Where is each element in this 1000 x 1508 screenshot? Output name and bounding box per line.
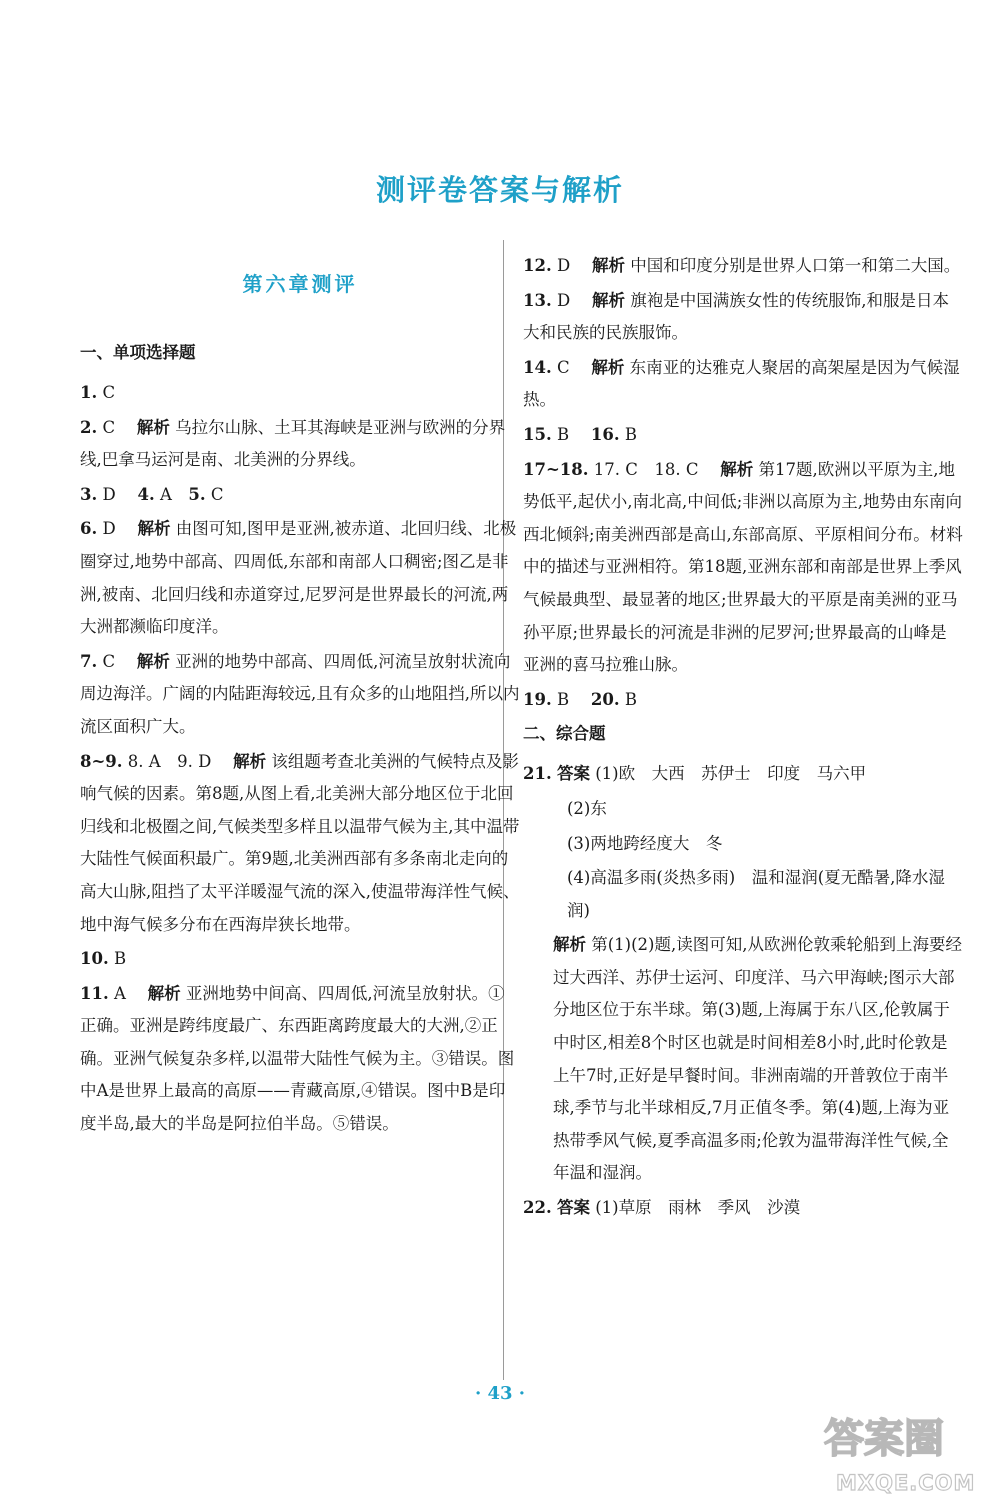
left-answer-list — [80, 377, 520, 1141]
answer-item — [80, 646, 520, 744]
explanation-text: 该组题考查北美洲的气候特点及影响气候的因素。第8题,从图上看,北美洲大部分地区位于北回归线和北极圈之间,气候类型多样且以温带气候为主,其中温带大陆性气候面积最广。第9题,北美洲西部有多条南北走向的高大山脉,阻挡了太平洋暖湿气流的深入,使温带海洋性气候、地中海气候多分布在西海岸狭长地带。 — [80, 751, 520, 934]
answer-choice: A — [159, 484, 172, 504]
answer-item-21 — [523, 758, 963, 791]
answer-line-21-2: (2)东 — [567, 798, 607, 818]
answer-number: 4. — [137, 484, 155, 504]
answer-item — [523, 454, 963, 682]
answer-choice: C — [102, 383, 116, 402]
answer-line-21-3: (3)两地跨经度大 冬 — [567, 833, 723, 853]
page-number: · 43 · — [474, 1383, 526, 1404]
explanation-21 — [523, 929, 963, 1190]
answer-number: 5. — [188, 484, 206, 504]
answer-number: 15. — [523, 424, 552, 444]
explanation-text: 亚洲的地势中部高、四周低,河流呈放射状流向周边海洋。广阔的内陆距海较远,且有众多的山地阻挡,所以内流区面积广大。 — [80, 651, 520, 736]
answer-choice: D — [102, 519, 116, 539]
answer-number: 17~18. — [523, 459, 589, 479]
explanation-text: 东南亚的达雅克人聚居的高架屋是因为气候湿热。 — [523, 357, 960, 410]
explanation-tag: 解析 — [591, 357, 625, 377]
answer-number: 12. — [523, 256, 552, 275]
explanation-tag: 解析 — [591, 290, 625, 310]
explanation-tag: 解析 — [233, 751, 267, 771]
answer-choice: C — [556, 357, 570, 377]
explanation-tag: 解析 — [137, 519, 171, 539]
answer-number: 16. — [590, 424, 620, 444]
explanation-tag: 解析 — [147, 983, 181, 1003]
answer-number: 13. — [523, 290, 552, 310]
answer-item — [523, 352, 963, 417]
answer-choice: A — [113, 983, 126, 1003]
answer-number: 11. — [80, 983, 109, 1003]
answer-choice: B — [556, 424, 570, 444]
explanation-tag: 解析 — [591, 256, 625, 275]
answer-number: 8~9. — [80, 751, 123, 771]
answer-number: 7. — [80, 651, 98, 671]
left-column — [80, 250, 520, 1143]
answer-choice: C — [210, 484, 224, 504]
answer-choice: D — [556, 256, 571, 275]
answer-item-22 — [523, 1192, 963, 1225]
chapter-title: 第六章测评 — [242, 272, 358, 296]
explanation-tag: 解析 — [720, 459, 754, 479]
explanation-text: 第(1)(2)题,读图可知,从欧洲伦敦乘轮船到上海要经过大西洋、苏伊士运河、印度洋、马六甲海峡;图示大部分地区位于东半球。第(3)题,上海属于东八区,伦敦属于中时区,相差8个时区也就是时间相差8小时,此时伦敦是上午7时,正好是早餐时间。非洲南端的开普敦位于南半球,季节与北半球相反,7月正值冬季。第(4)题,上海为亚热带季风气候,夏季高温多雨;伦敦为温带海洋性气候,全年温和湿润。 — [553, 935, 962, 1183]
answer-number: 3. — [80, 484, 98, 504]
explanation-text: 旗袍是中国满族女性的传统服饰,和服是日本大和民族的民族服饰。 — [523, 290, 949, 343]
answer-item — [80, 377, 520, 410]
answer-number: 21. — [523, 764, 552, 784]
answer-number: 22. — [523, 1198, 552, 1218]
answer-item — [80, 513, 520, 643]
watermark-text: 答案圈 — [824, 1416, 944, 1462]
section-heading-choice: 一、单项选择题 — [80, 343, 196, 362]
explanation-text: 亚洲地势中间高、四周低,河流呈放射状。①正确。亚洲是跨纬度最广、东西距离跨度最大的大洲,②正确。亚洲气候复杂多样,以温带大陆性气候为主。③错误。图中A是世界上最高的高原——青藏高原,④错误。图中B是印度半岛,最大的半岛是阿拉伯半岛。⑤错误。 — [80, 983, 515, 1134]
answer-choice: D — [102, 484, 116, 504]
right-answer-list — [523, 250, 963, 716]
answer-choice: C — [102, 651, 116, 671]
watermark-url: MXQE.COM — [836, 1471, 976, 1495]
answer-choice: B — [624, 689, 637, 709]
right-column — [523, 250, 963, 1227]
answer-choice: B — [113, 949, 127, 969]
answer-line: (1)欧 大西 苏伊士 印度 马六甲 — [595, 764, 867, 784]
answer-tag: 答案 — [556, 1198, 590, 1218]
explanation-text: 由图可知,图甲是亚洲,被赤道、北回归线、北极圈穿过,地势中部高、四周低,东部和南部人口稠密;图乙是非洲,被南、北回归线和赤道穿过,尼罗河是世界最长的河流,两大洲都濒临印度洋。 — [80, 519, 517, 637]
answer-item — [523, 684, 963, 717]
answer-item — [523, 419, 963, 452]
answer-item — [523, 250, 963, 283]
answer-item — [80, 978, 520, 1141]
answer-number: 14. — [523, 357, 552, 377]
answer-number: 19. — [523, 689, 552, 709]
explanation-text: 中国和印度分别是世界人口第一和第二大国。 — [630, 256, 961, 275]
explanation-tag: 解析 — [553, 935, 586, 955]
answer-line-21-4: (4)高温多雨(炎热多雨) 温和湿润(夏无酷暑,降水湿润) — [567, 868, 945, 920]
explanation-text: 第17题,欧洲以平原为主,地势低平,起伏小,南北高,中间低;非洲以高原为主,地势由东南向西北倾斜;南美洲西部是高山,东部高原、平原相间分布。材料中的描述与亚洲相符。第18题,亚洲东部和南部是世界上季风气候最典型、最显著的地区;世界最大的平原是南美洲的亚马孙平原;世界最长的河流是非洲的尼罗河;世界最高的山峰是亚洲的喜马拉雅山脉。 — [523, 459, 963, 675]
watermark-logo — [820, 1400, 990, 1500]
answer-line: (1)草原 雨林 季风 沙漠 — [595, 1198, 801, 1218]
explanation-tag: 解析 — [136, 417, 170, 437]
answer-choice: D — [556, 290, 571, 310]
answer-item — [80, 943, 520, 976]
answer-choice: C — [102, 417, 116, 437]
explanation-tag: 解析 — [136, 651, 170, 671]
answer-number: 6. — [80, 519, 98, 539]
answer-number: 1. — [80, 383, 98, 402]
answer-choice: 17. C 18. C — [593, 459, 699, 479]
answer-item — [80, 746, 520, 942]
page-title: 测评卷答案与解析 — [375, 173, 624, 207]
section-heading-comprehensive: 二、综合题 — [523, 724, 606, 744]
answer-choice: 8. A 9. D — [127, 751, 212, 771]
answer-number: 10. — [80, 949, 109, 969]
answer-choice: B — [556, 689, 570, 709]
answer-item — [80, 479, 520, 512]
explanation-text: 乌拉尔山脉、土耳其海峡是亚洲与欧洲的分界线,巴拿马运河是南、北美洲的分界线。 — [80, 417, 506, 470]
answer-number: 2. — [80, 417, 98, 437]
answer-number: 20. — [590, 689, 620, 709]
answer-choice: B — [624, 424, 637, 444]
answer-item — [523, 285, 963, 350]
answer-item — [80, 412, 520, 477]
answer-tag: 答案 — [556, 764, 590, 784]
